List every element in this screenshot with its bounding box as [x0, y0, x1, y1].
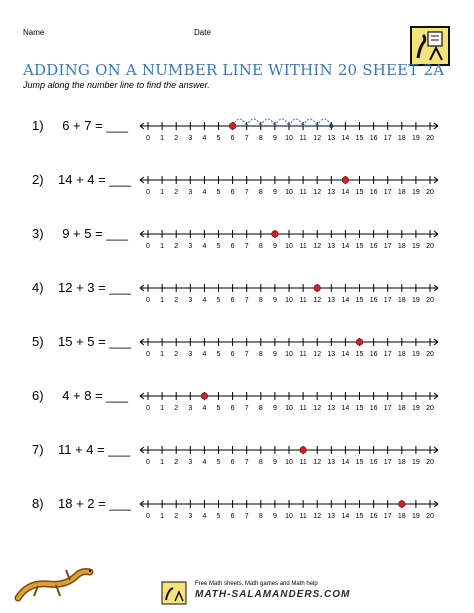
tick-label: 0 — [146, 459, 150, 466]
tick-label: 8 — [258, 189, 263, 196]
tick-label: 11 — [299, 297, 307, 304]
tick-label: 20 — [426, 513, 434, 520]
tick-label: 13 — [327, 351, 336, 358]
tick-label: 11 — [299, 243, 307, 250]
tick-label: 15 — [355, 459, 364, 466]
jump-arc — [289, 119, 303, 126]
tick-label: 1 — [160, 189, 165, 196]
tick-label: 10 — [285, 459, 293, 466]
tick-label: 18 — [397, 243, 406, 250]
tick-label: 0 — [146, 405, 150, 412]
tick-label: 2 — [174, 135, 179, 142]
tick-label: 5 — [216, 189, 221, 196]
tick-label: 5 — [216, 513, 221, 520]
tick-label: 1 — [160, 513, 165, 520]
tick-label: 6 — [230, 459, 235, 466]
tick-label: 13 — [327, 297, 336, 304]
tick-label: 5 — [216, 135, 221, 142]
tick-label: 3 — [188, 513, 193, 520]
tick-label: 8 — [258, 135, 263, 142]
tick-label: 3 — [188, 189, 193, 196]
start-dot — [314, 285, 321, 292]
number-line — [138, 492, 440, 526]
tick-label: 20 — [426, 351, 434, 358]
tick-label: 10 — [285, 405, 293, 412]
tick-label: 11 — [299, 135, 307, 142]
tick-label: 10 — [285, 189, 293, 196]
tick-label: 19 — [412, 459, 420, 466]
footer-brand: MATH-SALAMANDERS.COM — [195, 589, 351, 600]
tick-label: 7 — [244, 459, 249, 466]
tick-label: 9 — [272, 513, 277, 520]
tick-label: 2 — [174, 297, 179, 304]
tick-label: 16 — [369, 243, 378, 250]
tick-label: 7 — [244, 297, 249, 304]
tick-label: 0 — [146, 135, 150, 142]
tick-label: 7 — [244, 243, 249, 250]
tick-label: 17 — [383, 189, 392, 196]
tick-label: 14 — [341, 405, 350, 412]
tick-label: 6 — [230, 405, 235, 412]
tick-label: 14 — [341, 297, 350, 304]
tick-label: 3 — [188, 351, 193, 358]
tick-label: 15 — [355, 513, 364, 520]
tick-label: 18 — [397, 459, 406, 466]
tick-label: 20 — [426, 297, 434, 304]
question-number: 4) — [32, 280, 44, 295]
tick-label: 0 — [146, 243, 150, 250]
question-equation: 12 + 3 = ___ — [58, 280, 132, 295]
tick-label: 4 — [202, 351, 207, 358]
question-equation: 18 + 2 = ___ — [58, 496, 132, 511]
tick-label: 16 — [369, 405, 378, 412]
tick-label: 16 — [369, 189, 378, 196]
tick-label: 8 — [258, 459, 263, 466]
tick-label: 6 — [230, 135, 235, 142]
number-line — [138, 114, 440, 148]
tick-label: 9 — [272, 297, 277, 304]
number-line — [138, 330, 440, 364]
tick-label: 17 — [383, 513, 392, 520]
tick-label: 20 — [426, 459, 434, 466]
tick-label: 14 — [341, 135, 350, 142]
question-number: 7) — [32, 442, 44, 457]
jump-arc — [317, 119, 331, 126]
tick-label: 10 — [285, 351, 293, 358]
tick-label: 17 — [383, 405, 392, 412]
tick-label: 12 — [313, 243, 322, 250]
jump-arc — [303, 119, 317, 126]
start-dot — [300, 447, 307, 454]
tick-label: 15 — [355, 351, 364, 358]
question-equation: 11 + 4 = ___ — [58, 442, 131, 457]
tick-label: 11 — [299, 513, 307, 520]
tick-label: 5 — [216, 459, 221, 466]
tick-label: 1 — [160, 351, 165, 358]
question-number: 8) — [32, 496, 44, 511]
tick-label: 18 — [397, 405, 406, 412]
tick-label: 6 — [230, 243, 235, 250]
jump-arc — [261, 119, 275, 126]
name-label: Name — [23, 28, 45, 37]
tick-label: 3 — [188, 243, 193, 250]
tick-label: 11 — [299, 405, 307, 412]
tick-label: 18 — [397, 135, 406, 142]
tick-label: 4 — [202, 243, 207, 250]
question-number: 1) — [32, 118, 44, 133]
tick-label: 10 — [285, 513, 293, 520]
tick-label: 11 — [299, 351, 307, 358]
tick-label: 1 — [160, 135, 165, 142]
tick-label: 5 — [216, 297, 221, 304]
worksheet-title: ADDING ON A NUMBER LINE WITHIN 20 SHEET 2A — [23, 61, 445, 79]
tick-label: 2 — [174, 513, 179, 520]
tick-label: 17 — [383, 243, 392, 250]
tick-label: 0 — [146, 513, 150, 520]
tick-label: 1 — [160, 297, 165, 304]
tick-label: 19 — [412, 189, 420, 196]
tick-label: 9 — [272, 405, 277, 412]
tick-label: 1 — [160, 243, 165, 250]
tick-label: 0 — [146, 297, 150, 304]
tick-label: 20 — [426, 243, 434, 250]
tick-label: 17 — [383, 135, 392, 142]
question-number: 3) — [32, 226, 44, 241]
tick-label: 12 — [313, 513, 322, 520]
tick-label: 7 — [244, 513, 249, 520]
tick-label: 7 — [244, 351, 249, 358]
tick-label: 8 — [258, 513, 263, 520]
question-equation: 6 + 7 = ___ — [62, 118, 128, 133]
tick-label: 15 — [355, 135, 364, 142]
jump-arc — [275, 119, 289, 126]
tick-label: 7 — [244, 189, 249, 196]
tick-label: 9 — [272, 243, 277, 250]
tick-label: 0 — [146, 351, 150, 358]
tick-label: 5 — [216, 405, 221, 412]
tick-label: 17 — [383, 459, 392, 466]
tick-label: 11 — [299, 189, 307, 196]
tick-label: 18 — [397, 351, 406, 358]
tick-label: 15 — [355, 405, 364, 412]
tick-label: 8 — [258, 297, 263, 304]
tick-label: 19 — [412, 297, 420, 304]
number-line — [138, 276, 440, 310]
tick-label: 13 — [327, 405, 336, 412]
salamander-mascot-icon — [8, 560, 98, 610]
tick-label: 3 — [188, 459, 193, 466]
tick-label: 1 — [160, 459, 165, 466]
number-line — [138, 222, 440, 256]
number-line — [138, 438, 440, 472]
tick-label: 13 — [327, 135, 336, 142]
tick-label: 7 — [244, 135, 249, 142]
tick-label: 19 — [412, 405, 420, 412]
tick-label: 16 — [369, 135, 378, 142]
tick-label: 18 — [397, 513, 406, 520]
tick-label: 12 — [313, 405, 322, 412]
tick-label: 16 — [369, 513, 378, 520]
tick-label: 4 — [202, 513, 207, 520]
tick-label: 20 — [426, 189, 434, 196]
tick-label: 3 — [188, 135, 193, 142]
tick-label: 18 — [397, 297, 406, 304]
tick-label: 2 — [174, 189, 179, 196]
start-dot — [399, 501, 406, 508]
tick-label: 18 — [397, 189, 406, 196]
tick-label: 12 — [313, 297, 322, 304]
tick-label: 20 — [426, 405, 434, 412]
tick-label: 2 — [174, 459, 179, 466]
tick-label: 19 — [412, 513, 420, 520]
tick-label: 3 — [188, 297, 193, 304]
tick-label: 9 — [272, 189, 277, 196]
tick-label: 16 — [369, 459, 378, 466]
tick-label: 14 — [341, 459, 350, 466]
date-label: Date — [194, 28, 211, 37]
tick-label: 4 — [202, 135, 207, 142]
tick-label: 19 — [412, 351, 420, 358]
tick-label: 1 — [160, 405, 165, 412]
tick-label: 7 — [244, 405, 249, 412]
tick-label: 14 — [341, 513, 350, 520]
tick-label: 19 — [412, 135, 420, 142]
tick-label: 12 — [313, 351, 322, 358]
tick-label: 8 — [258, 351, 263, 358]
tick-label: 12 — [313, 135, 322, 142]
instructions-text: Jump along the number line to find the answer. — [23, 80, 210, 90]
tick-label: 2 — [174, 351, 179, 358]
tick-label: 13 — [327, 243, 336, 250]
tick-label: 6 — [230, 189, 235, 196]
tick-label: 6 — [230, 351, 235, 358]
tick-label: 13 — [327, 459, 336, 466]
tick-label: 15 — [355, 189, 364, 196]
tick-label: 20 — [426, 135, 434, 142]
question-equation: 14 + 4 = ___ — [58, 172, 132, 187]
footer-tagline: Free Math sheets, Math games and Math help — [195, 581, 318, 587]
tick-label: 10 — [285, 135, 293, 142]
tick-label: 17 — [383, 351, 392, 358]
tick-label: 8 — [258, 405, 263, 412]
start-dot — [342, 177, 349, 184]
tick-label: 11 — [299, 459, 307, 466]
tick-label: 12 — [313, 459, 322, 466]
tick-label: 0 — [146, 189, 150, 196]
question-number: 2) — [32, 172, 44, 187]
tick-label: 17 — [383, 297, 392, 304]
start-dot — [272, 231, 279, 238]
tick-label: 9 — [272, 459, 277, 466]
start-dot — [356, 339, 363, 346]
tick-label: 12 — [313, 189, 322, 196]
tick-label: 4 — [202, 459, 207, 466]
tick-label: 10 — [285, 243, 293, 250]
tick-label: 16 — [369, 297, 378, 304]
tick-label: 2 — [174, 405, 179, 412]
tick-label: 13 — [327, 513, 336, 520]
question-equation: 4 + 8 = ___ — [62, 388, 128, 403]
end-dot — [329, 124, 333, 128]
tick-label: 19 — [412, 243, 420, 250]
start-dot — [201, 393, 208, 400]
tick-label: 9 — [272, 351, 277, 358]
number-line — [138, 384, 440, 418]
tick-label: 15 — [355, 297, 364, 304]
tick-label: 14 — [341, 243, 350, 250]
question-number: 6) — [32, 388, 44, 403]
tick-label: 5 — [216, 243, 221, 250]
question-equation: 15 + 5 = ___ — [58, 334, 132, 349]
tick-label: 15 — [355, 243, 364, 250]
tick-label: 13 — [327, 189, 336, 196]
math-salamanders-logo-icon — [410, 26, 450, 66]
tick-label: 5 — [216, 351, 221, 358]
tick-label: 16 — [369, 351, 378, 358]
number-line — [138, 168, 440, 202]
tick-label: 6 — [230, 513, 235, 520]
tick-label: 4 — [202, 189, 207, 196]
tick-label: 14 — [341, 189, 350, 196]
tick-label: 10 — [285, 297, 293, 304]
tick-label: 4 — [202, 405, 207, 412]
tick-label: 14 — [341, 351, 350, 358]
tick-label: 6 — [230, 297, 235, 304]
tick-label: 2 — [174, 243, 179, 250]
jump-arc — [247, 119, 261, 126]
tick-label: 8 — [258, 243, 263, 250]
tick-label: 9 — [272, 135, 277, 142]
tick-label: 4 — [202, 297, 207, 304]
tick-label: 3 — [188, 405, 193, 412]
question-number: 5) — [32, 334, 44, 349]
start-dot — [229, 123, 236, 130]
question-equation: 9 + 5 = ___ — [62, 226, 128, 241]
